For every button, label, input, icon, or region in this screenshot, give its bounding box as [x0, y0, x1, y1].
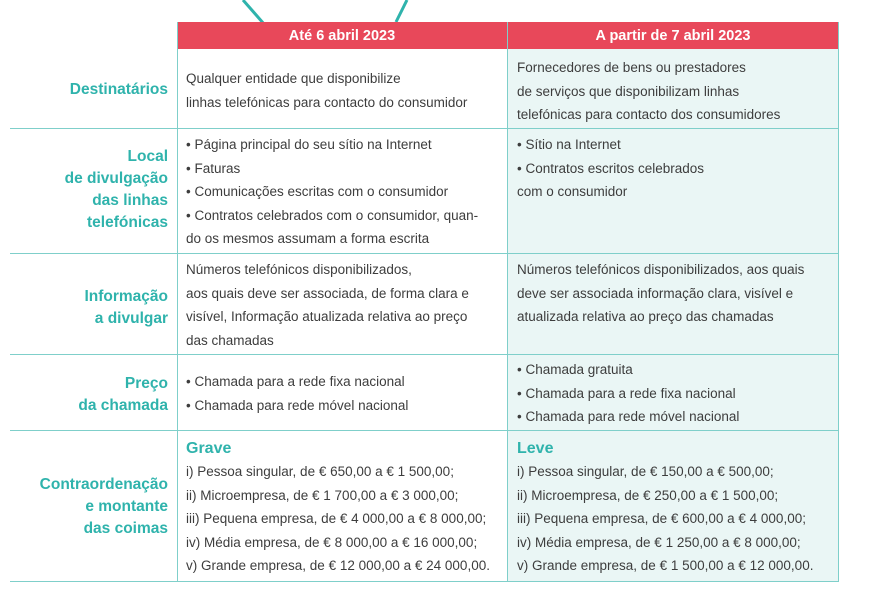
- fine-line: v) Grande empresa, de € 1 500,00 a € 12 000,00.: [517, 558, 814, 573]
- header-col-until-label: Até 6 abril 2023: [288, 27, 396, 44]
- fine-line: iv) Média empresa, de € 8 000,00 a € 16 000,00;: [186, 534, 478, 550]
- text-line: Números telefónicos disponibilizados,: [186, 262, 412, 277]
- list-item: • Contratos escritos celebrados: [517, 160, 705, 176]
- fine-line: ii) Microempresa, de € 250,00 a € 1 500,00;: [517, 487, 779, 503]
- list-item: • Página principal do seu sítio na Internet: [186, 137, 432, 152]
- header-col-until: [177, 22, 507, 49]
- cell-informacao-from: [517, 258, 804, 329]
- grid-line: [507, 22, 508, 582]
- label-line: Informação: [84, 288, 168, 305]
- list-item: do os mesmos assumam a forma escrita: [186, 231, 430, 246]
- list-item: • Faturas: [186, 160, 241, 176]
- fine-line: iv) Média empresa, de € 1 250,00 a € 8 000,00;: [517, 534, 801, 550]
- list-item: com o consumidor: [517, 184, 628, 199]
- grid-line: [838, 22, 839, 582]
- cell-preco-from: [517, 358, 739, 429]
- row-label-preco: [0, 373, 168, 417]
- label-line: telefónicas: [87, 214, 168, 231]
- label-line: Contraordenação: [39, 476, 168, 493]
- fine-line: i) Pessoa singular, de € 650,00 a € 1 500,00;: [186, 464, 454, 479]
- list-item: • Chamada para a rede fixa nacional: [517, 385, 736, 401]
- text-line: atualizada relativa ao preço das chamadas: [517, 309, 774, 324]
- list-item: • Sítio na Internet: [517, 137, 621, 152]
- row-label-local: [0, 146, 168, 234]
- cell-destinatarios-until: [186, 67, 467, 114]
- label-line: Local: [127, 148, 168, 165]
- list-item: • Comunicações escritas com o consumidor: [186, 184, 449, 199]
- cell-coimas-from: [517, 438, 813, 578]
- text-line: de serviços que disponibilizam linhas: [517, 83, 740, 99]
- text-line: das chamadas: [186, 332, 274, 348]
- grid-line: [10, 581, 839, 582]
- label-line: Preço: [124, 375, 168, 392]
- label-line: das coimas: [83, 520, 168, 537]
- row-label-informacao: [0, 286, 168, 330]
- fine-line: iii) Pequena empresa, de € 4 000,00 a € 8 000,00;: [186, 511, 487, 526]
- label-line: das linhas: [92, 192, 168, 209]
- list-item: • Chamada gratuita: [517, 362, 633, 377]
- grid-line: [10, 128, 839, 129]
- text-line: Fornecedores de bens ou prestadores: [517, 60, 746, 75]
- cell-local-until: [186, 133, 478, 251]
- label-line: da chamada: [78, 397, 168, 414]
- label-line: e montante: [85, 498, 168, 515]
- text-line: telefónicas para contacto dos consumidores: [517, 107, 781, 122]
- text-line: Qualquer entidade que disponibilize: [186, 71, 401, 86]
- grid-line: [10, 430, 839, 431]
- label-line: a divulgar: [94, 310, 168, 327]
- fine-line: ii) Microempresa, de € 1 700,00 a € 3 000,00;: [186, 487, 459, 503]
- cell-preco-until: [186, 370, 408, 417]
- cell-destinatarios-from: [517, 56, 780, 127]
- label-line: de divulgação: [64, 170, 168, 187]
- list-item: • Chamada para rede móvel nacional: [517, 409, 740, 424]
- fine-line: v) Grande empresa, de € 12 000,00 a € 24 000,00.: [186, 558, 490, 573]
- severity-title-leve: Leve: [517, 440, 554, 457]
- label-line: Destinatários: [69, 81, 168, 98]
- header-col-from: [508, 22, 838, 49]
- cell-informacao-until: [186, 258, 469, 352]
- cell-local-from: [517, 133, 704, 204]
- cell-coimas-until: [186, 438, 490, 578]
- text-line: deve ser associada informação clara, visível e: [517, 285, 794, 301]
- severity-title-grave: Grave: [186, 440, 232, 457]
- grid-line: [10, 253, 839, 254]
- grid-line: [177, 22, 178, 582]
- text-line: Números telefónicos disponibilizados, aos quais: [517, 262, 805, 277]
- text-line: visível, Informação atualizada relativa ao preço: [186, 309, 468, 324]
- grid-line: [10, 354, 839, 355]
- row-label-destinatarios: [0, 79, 168, 101]
- fine-line: i) Pessoa singular, de € 150,00 a € 500,00;: [517, 464, 774, 479]
- fine-line: iii) Pequena empresa, de € 600,00 a € 4 000,00;: [517, 511, 806, 526]
- text-line: aos quais deve ser associada, de forma clara e: [186, 285, 469, 301]
- list-item: • Chamada para rede móvel nacional: [186, 397, 409, 413]
- list-item: • Contratos celebrados com o consumidor, quan-: [186, 207, 479, 223]
- header-col-from-label: A partir de 7 abril 2023: [595, 27, 751, 44]
- row-label-contraordenacao: [0, 474, 168, 540]
- text-line: linhas telefónicas para contacto do consumidor: [186, 94, 468, 110]
- list-item: • Chamada para a rede fixa nacional: [186, 374, 405, 389]
